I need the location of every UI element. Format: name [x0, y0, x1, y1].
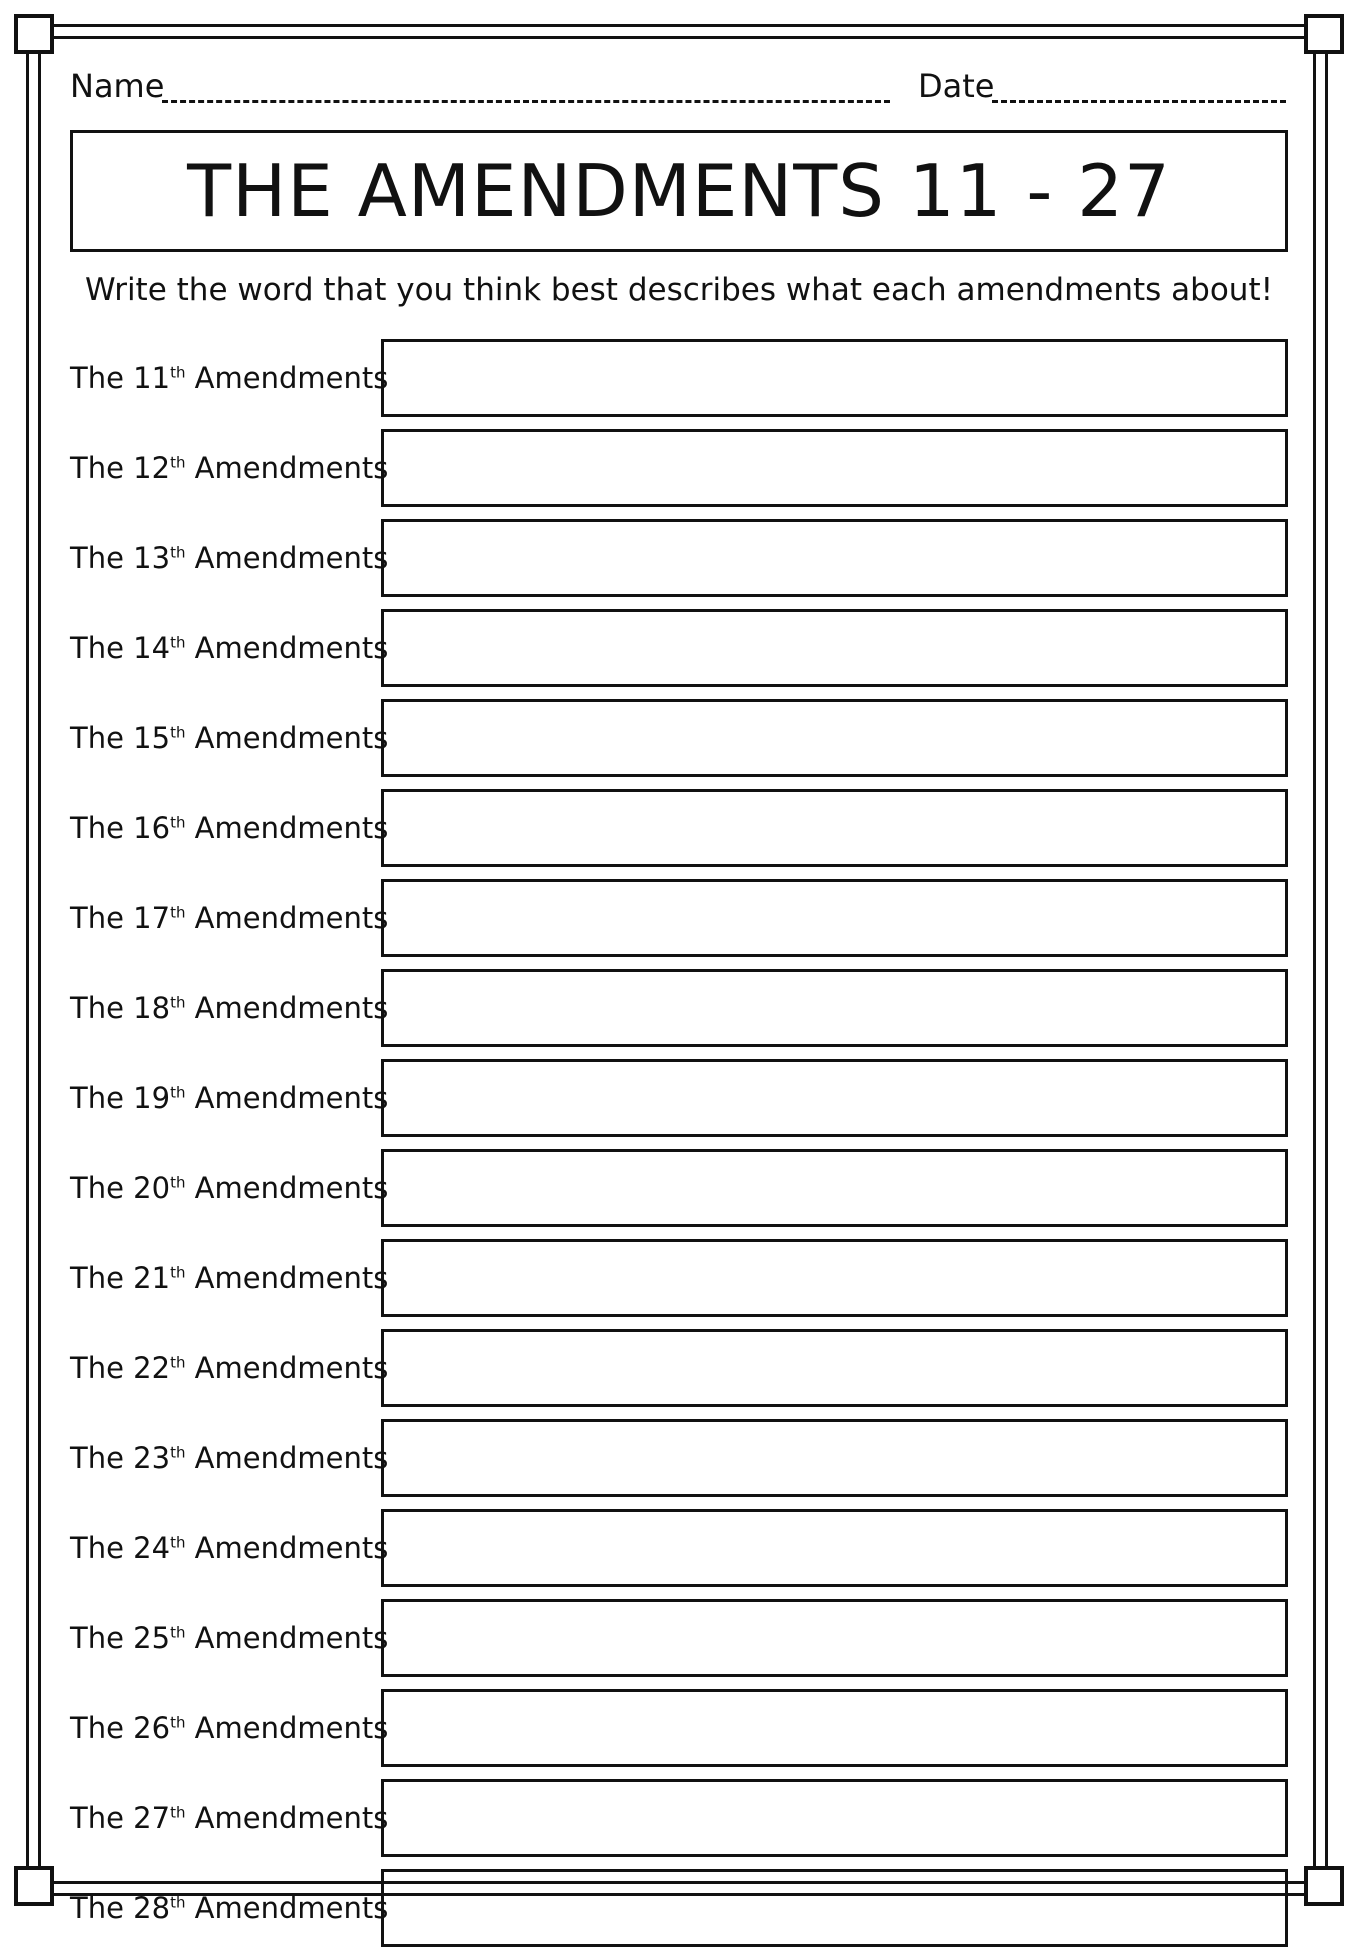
amendment-label	[70, 721, 389, 755]
amendment-prefix: The	[70, 991, 124, 1025]
corner-square-bottom-left	[14, 1866, 54, 1906]
answer-box[interactable]	[381, 1149, 1288, 1227]
amendment-prefix: The	[70, 1711, 124, 1745]
amendment-word: Amendments	[194, 361, 389, 395]
amendment-number: 12	[133, 451, 171, 485]
answer-box[interactable]	[381, 1869, 1288, 1947]
instructions: Write the word that you think best describes what each amendments about!	[84, 272, 1274, 308]
ordinal-suffix: th	[170, 993, 186, 1012]
amendment-label	[70, 451, 389, 485]
answer-box[interactable]	[381, 1599, 1288, 1677]
amendment-row	[70, 1413, 1288, 1503]
amendment-number: 13	[133, 541, 171, 575]
amendment-word: Amendments	[194, 541, 389, 575]
amendment-prefix: The	[70, 1441, 124, 1475]
amendment-number: 17	[133, 901, 171, 935]
amendment-label	[70, 901, 389, 935]
ordinal-suffix: th	[170, 1533, 186, 1552]
amendment-label	[70, 811, 389, 845]
ordinal-suffix: th	[170, 1623, 186, 1642]
amendment-prefix: The	[70, 1261, 124, 1295]
answer-box[interactable]	[381, 879, 1288, 957]
answer-box[interactable]	[381, 1059, 1288, 1137]
corner-square-top-left	[14, 14, 54, 54]
amendment-number: 27	[133, 1801, 171, 1835]
amendment-label	[70, 1801, 389, 1835]
ordinal-suffix: th	[170, 633, 186, 652]
amendment-prefix: The	[70, 1621, 124, 1655]
ordinal-suffix: th	[170, 1713, 186, 1732]
amendment-prefix: The	[70, 811, 124, 845]
amendment-prefix: The	[70, 541, 124, 575]
ordinal-suffix: th	[170, 813, 186, 832]
amendment-word: Amendments	[194, 991, 389, 1025]
amendment-prefix: The	[70, 361, 124, 395]
name-field[interactable]	[162, 100, 890, 103]
amendment-number: 28	[133, 1891, 171, 1925]
answer-box[interactable]	[381, 1419, 1288, 1497]
amendment-row	[70, 1233, 1288, 1323]
amendment-label	[70, 631, 389, 665]
amendment-label	[70, 541, 389, 575]
amendment-number: 18	[133, 991, 171, 1025]
ordinal-suffix: th	[170, 903, 186, 922]
amendment-word: Amendments	[194, 1441, 389, 1475]
amendment-label	[70, 1441, 389, 1475]
answer-box[interactable]	[381, 339, 1288, 417]
amendment-row	[70, 1863, 1288, 1953]
amendment-prefix: The	[70, 1081, 124, 1115]
amendment-word: Amendments	[194, 1261, 389, 1295]
amendment-word: Amendments	[194, 1711, 389, 1745]
amendment-word: Amendments	[194, 1801, 389, 1835]
amendment-row	[70, 1593, 1288, 1683]
amendment-row	[70, 963, 1288, 1053]
amendment-row	[70, 1323, 1288, 1413]
amendment-number: 21	[133, 1261, 171, 1295]
amendment-number: 14	[133, 631, 171, 665]
answer-box[interactable]	[381, 1509, 1288, 1587]
amendment-row	[70, 873, 1288, 963]
amendment-label	[70, 1621, 389, 1655]
amendment-label	[70, 361, 389, 395]
amendment-prefix: The	[70, 1801, 124, 1835]
answer-box[interactable]	[381, 1239, 1288, 1317]
amendment-row	[70, 333, 1288, 423]
amendment-number: 22	[133, 1351, 171, 1385]
amendment-word: Amendments	[194, 1531, 389, 1565]
amendment-word: Amendments	[194, 451, 389, 485]
amendment-row	[70, 603, 1288, 693]
answer-box[interactable]	[381, 1779, 1288, 1857]
corner-square-bottom-right	[1304, 1866, 1344, 1906]
amendment-word: Amendments	[194, 1891, 389, 1925]
page-title: THE AMENDMENTS 11 - 27	[187, 149, 1171, 233]
amendment-label	[70, 1531, 389, 1565]
answer-box[interactable]	[381, 1329, 1288, 1407]
ordinal-suffix: th	[170, 453, 186, 472]
ordinal-suffix: th	[170, 543, 186, 562]
amendment-prefix: The	[70, 631, 124, 665]
amendment-number: 24	[133, 1531, 171, 1565]
answer-box[interactable]	[381, 519, 1288, 597]
amendment-label	[70, 1081, 389, 1115]
amendment-label	[70, 1261, 389, 1295]
ordinal-suffix: th	[170, 1443, 186, 1462]
amendment-row	[70, 1503, 1288, 1593]
amendment-number: 25	[133, 1621, 171, 1655]
amendment-number: 23	[133, 1441, 171, 1475]
date-field[interactable]	[992, 100, 1286, 103]
amendment-list	[70, 333, 1288, 1953]
amendment-word: Amendments	[194, 1351, 389, 1385]
amendment-prefix: The	[70, 1351, 124, 1385]
amendment-number: 15	[133, 721, 171, 755]
amendment-prefix: The	[70, 1531, 124, 1565]
ordinal-suffix: th	[170, 1803, 186, 1822]
amendment-row	[70, 693, 1288, 783]
name-label: Name	[70, 67, 165, 105]
answer-box[interactable]	[381, 969, 1288, 1047]
amendment-prefix: The	[70, 721, 124, 755]
title-box	[70, 130, 1288, 252]
answer-box[interactable]	[381, 429, 1288, 507]
amendment-number: 20	[133, 1171, 171, 1205]
ordinal-suffix: th	[170, 723, 186, 742]
answer-box[interactable]	[381, 699, 1288, 777]
amendment-prefix: The	[70, 451, 124, 485]
amendment-label	[70, 1351, 389, 1385]
amendment-row	[70, 423, 1288, 513]
amendment-row	[70, 513, 1288, 603]
date-label: Date	[918, 67, 995, 105]
amendment-word: Amendments	[194, 1081, 389, 1115]
amendment-number: 16	[133, 811, 171, 845]
amendment-label	[70, 991, 389, 1025]
ordinal-suffix: th	[170, 1353, 186, 1372]
ordinal-suffix: th	[170, 1173, 186, 1192]
amendment-word: Amendments	[194, 721, 389, 755]
amendment-word: Amendments	[194, 901, 389, 935]
answer-box[interactable]	[381, 789, 1288, 867]
amendment-word: Amendments	[194, 811, 389, 845]
amendment-row	[70, 783, 1288, 873]
amendment-label	[70, 1171, 389, 1205]
ordinal-suffix: th	[170, 363, 186, 382]
amendment-prefix: The	[70, 1891, 124, 1925]
amendment-row	[70, 1773, 1288, 1863]
amendment-number: 11	[133, 361, 171, 395]
amendment-number: 19	[133, 1081, 171, 1115]
amendment-label	[70, 1711, 389, 1745]
amendment-number: 26	[133, 1711, 171, 1745]
amendment-word: Amendments	[194, 1171, 389, 1205]
amendment-prefix: The	[70, 901, 124, 935]
answer-box[interactable]	[381, 1689, 1288, 1767]
amendment-row	[70, 1053, 1288, 1143]
answer-box[interactable]	[381, 609, 1288, 687]
amendment-row	[70, 1143, 1288, 1233]
amendment-prefix: The	[70, 1171, 124, 1205]
ordinal-suffix: th	[170, 1893, 186, 1912]
amendment-word: Amendments	[194, 631, 389, 665]
ordinal-suffix: th	[170, 1083, 186, 1102]
corner-square-top-right	[1304, 14, 1344, 54]
amendment-row	[70, 1683, 1288, 1773]
amendment-word: Amendments	[194, 1621, 389, 1655]
ordinal-suffix: th	[170, 1263, 186, 1282]
